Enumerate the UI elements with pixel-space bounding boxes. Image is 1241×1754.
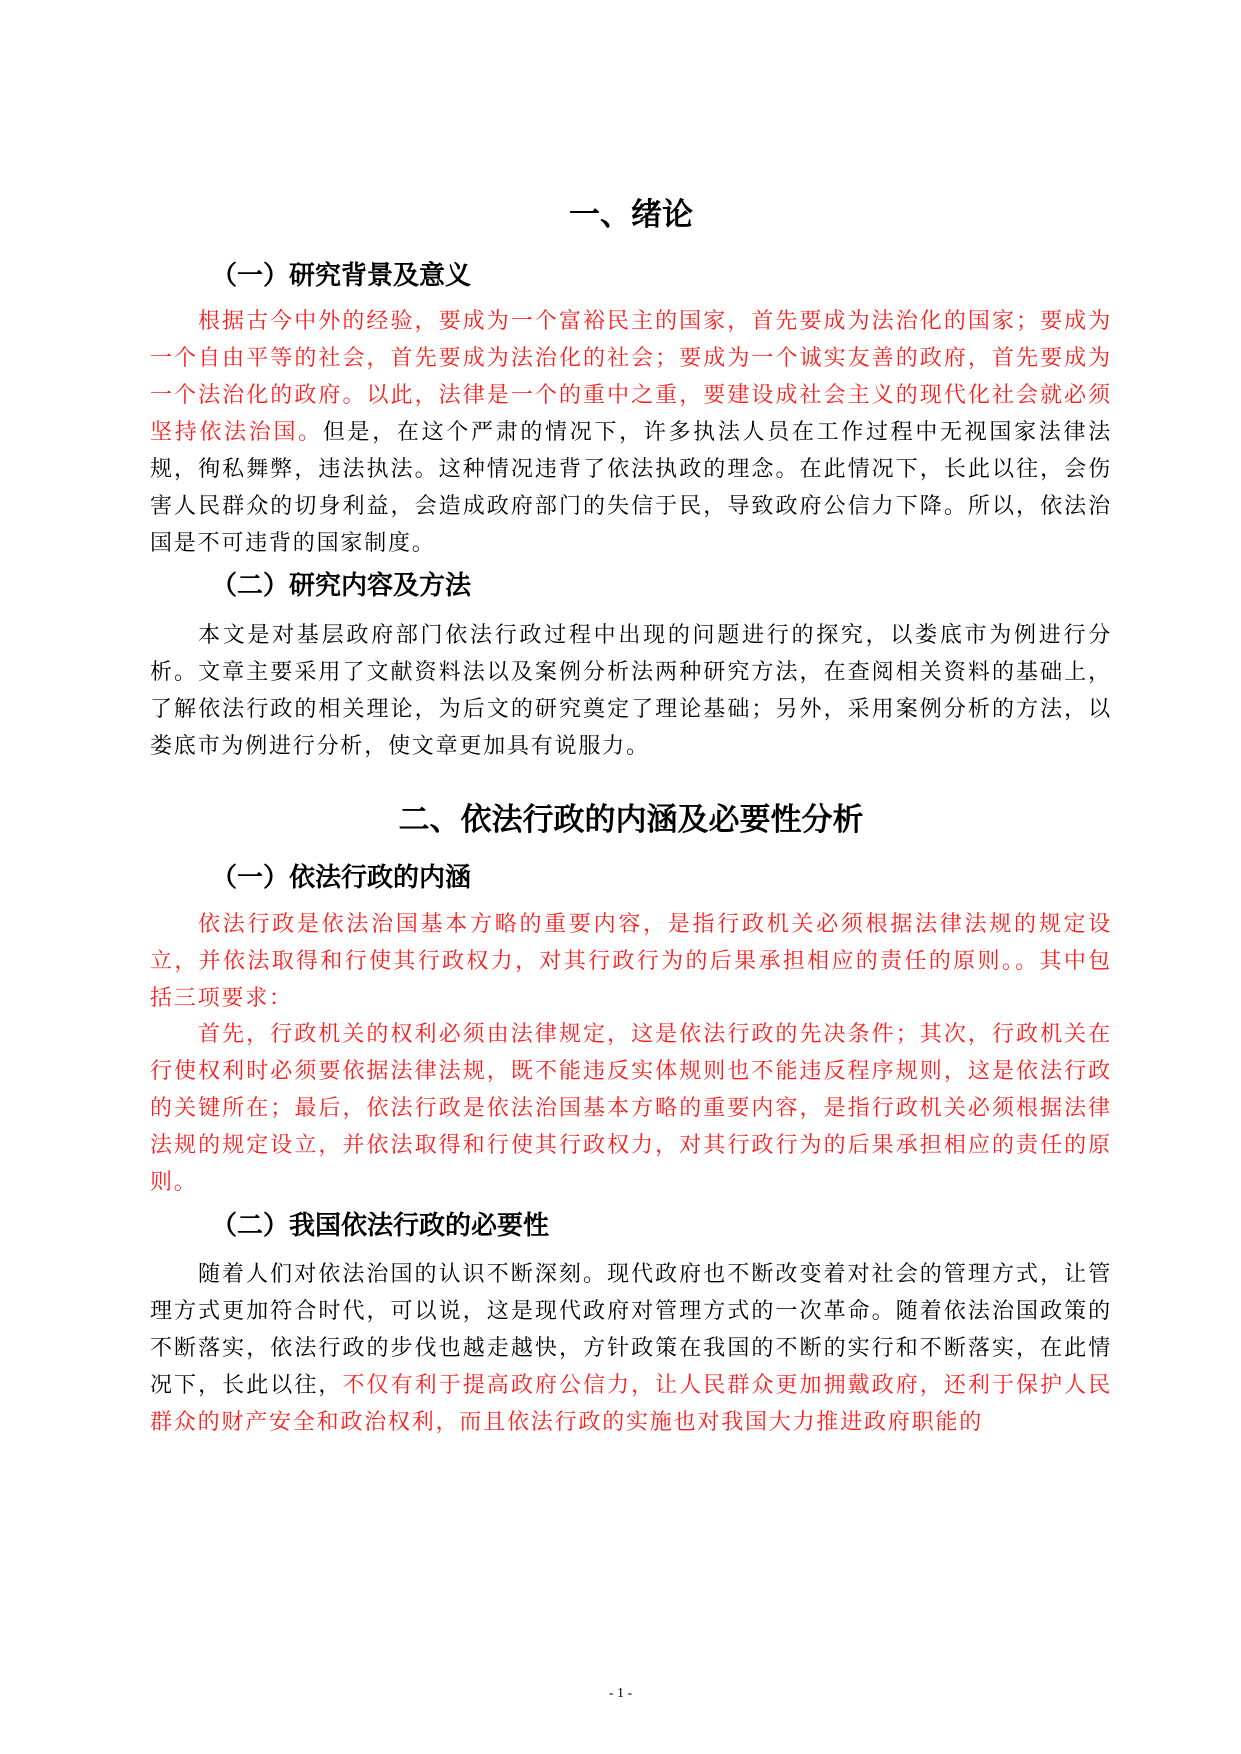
body-text: 随着人们对依法治国的认识不断深刻。现代政府也不断改变着对社会的管理方式，让管理方式更加符合时代，可以说，这是现代政府对管理方式的一次革命。随着依法治国政策的不断落实，依法行政的步伐也越走越快，方针政策在我国的不断的实行和不断落实，在此情况下，长此以往， (150, 1262, 1112, 1398)
section-2-1-paragraph-2: 首先，行政机关的权利必须由法律规定，这是依法行政的先决条件；其次，行政机关在行使权利时必须要依据法律法规，既不能违反实体规则也不能违反程序规则，这是依法行政的关键所在；最后，依法行政是依法治国基本方略的重要内容，是指行政机关必须根据法律法规的规定设立，并依法取得和行使其行政权力，对其行政行为的后果承担相应的责任的原则。 (150, 1022, 1112, 1195)
section-1-1-paragraph (150, 303, 1112, 562)
chapter-2-title: 二、依法行政的内涵及必要性分析 (398, 802, 864, 838)
section-1-1-heading: （一）研究背景及意义 (211, 261, 472, 291)
section-1-2-paragraph: 本文是对基层政府部门依法行政过程中出现的问题进行的探究，以娄底市为例进行分析。文章主要采用了文献资料法以及案例分析法两种研究方法，在查阅相关资料的基础上，了解依法行政的相关理论，为后文的研究奠定了理论基础；另外，采用案例分析的方法，以娄底市为例进行分析，使文章更加具有说服力。 (150, 623, 1112, 759)
page-number: - 1 - (608, 1686, 633, 1701)
section-2-2-heading: （二）我国依法行政的必要性 (211, 1211, 550, 1241)
section-1-2-heading: （二）研究内容及方法 (211, 571, 472, 601)
section-2-2-paragraph (150, 1256, 1112, 1441)
chapter-1-title: 一、绪论 (569, 197, 693, 233)
highlighted-text: 根据古今中外的经验，要成为一个富裕民主的国家，首先要成为法治化的国家；要成为一个自由平等的社会，首先要成为法治化的社会；要成为一个诚实友善的政府，首先要成为一个法治化的政府。以此，法律是一个的重中之重，要建设成社会主义的现代化社会就必须坚持依法治国。 (150, 309, 1112, 445)
section-2-1-heading: （一）依法行政的内涵 (211, 863, 472, 893)
section-2-1-paragraph-1: 依法行政是依法治国基本方略的重要内容，是指行政机关必须根据法律法规的规定设立，并依法取得和行使其行政权力，对其行政行为的后果承担相应的责任的原则。。其中包括三项要求： (150, 912, 1112, 1011)
highlighted-text: 不仅有利于提高政府公信力，让人民群众更加拥戴政府，还利于保护人民群众的财产安全和政治权利，而且依法行政的实施也对我国大力推进政府职能的 (150, 1373, 1112, 1435)
body-text: 但是，在这个严肃的情况下，许多执法人员在工作过程中无视国家法律法规，徇私舞弊，违法执法。这种情况违背了依法执政的理念。在此情况下，长此以往，会伤害人民群众的切身利益，会造成政府部门的失信于民，导致政府公信力下降。所以，依法治国是不可违背的国家制度。 (150, 420, 1112, 556)
